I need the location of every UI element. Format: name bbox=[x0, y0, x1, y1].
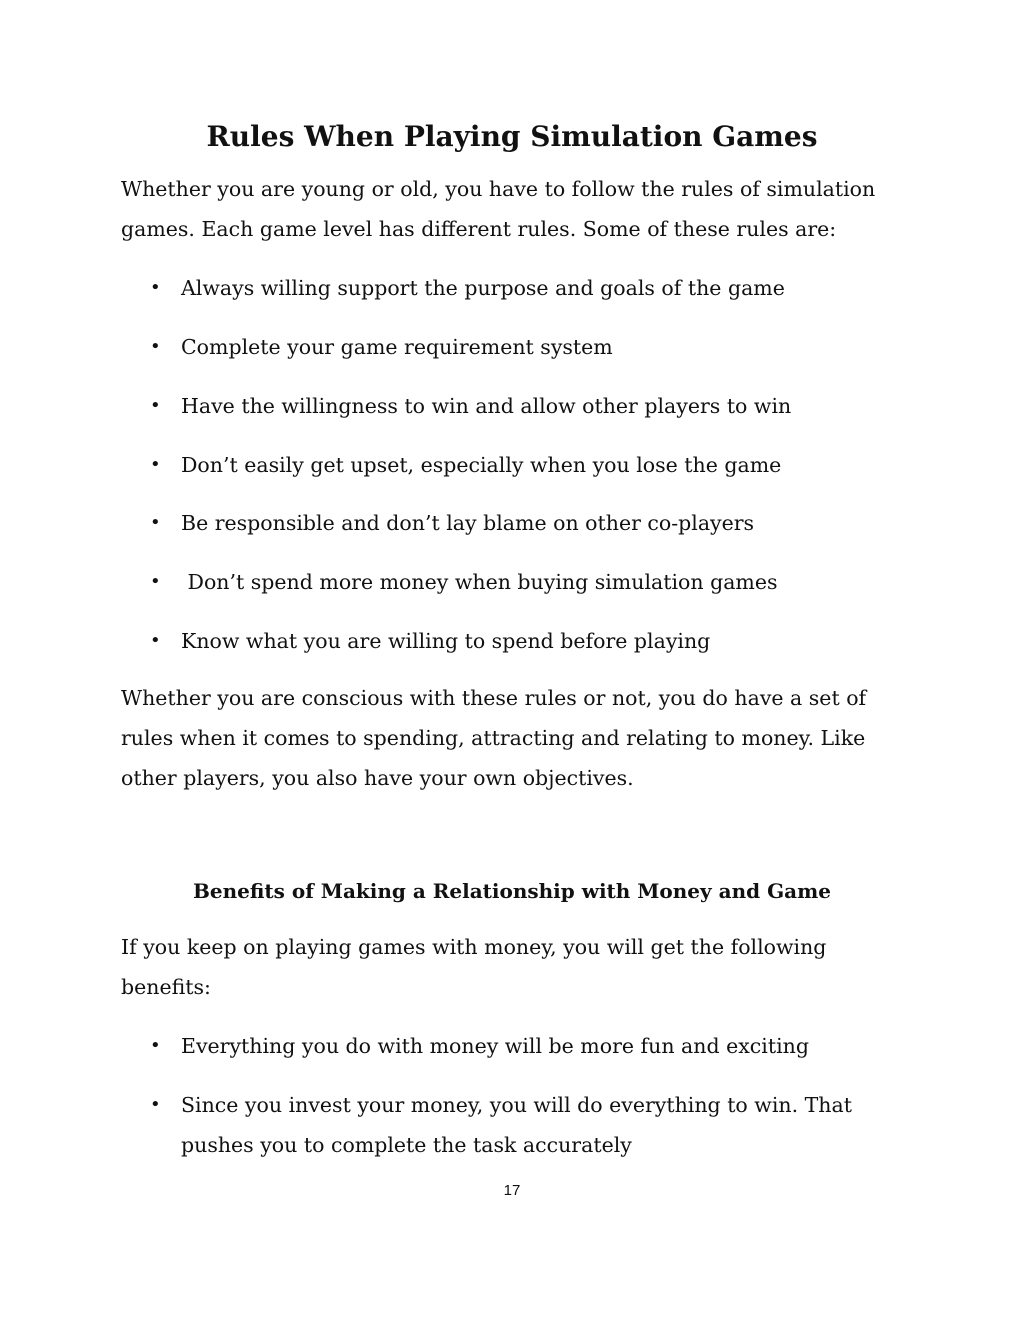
list-item bbox=[150, 1085, 900, 1165]
list-item bbox=[150, 268, 900, 308]
list-item-text: Have the willingness to win and allow other players to win bbox=[181, 394, 792, 418]
list-item-text: Don’t spend more money when buying simulation games bbox=[181, 570, 778, 594]
benefits-intro-paragraph: If you keep on playing games with money, you will get the following benefits: bbox=[121, 935, 827, 999]
bullet-icon: • bbox=[150, 1094, 161, 1115]
page-number: 17 bbox=[503, 1182, 521, 1199]
bullet-icon: • bbox=[150, 277, 161, 298]
bullet-icon: • bbox=[150, 512, 161, 533]
list-item bbox=[150, 503, 900, 543]
list-item bbox=[150, 562, 900, 602]
list-item-text: Know what you are willing to spend before playing bbox=[181, 629, 711, 653]
intro-paragraph: Whether you are young or old, you have to follow the rules of simulation games. Each game level has different rules. Some of these rules are: bbox=[121, 177, 876, 241]
bullet-icon: • bbox=[150, 630, 161, 651]
bullet-icon: • bbox=[150, 395, 161, 416]
list-item-text: Don’t easily get upset, especially when you lose the game bbox=[181, 453, 782, 477]
bullet-icon: • bbox=[150, 1035, 161, 1056]
list-item-text: Everything you do with money will be more fun and exciting bbox=[181, 1034, 809, 1058]
list-item-text: Be responsible and don’t lay blame on other co-players bbox=[181, 511, 755, 535]
list-item bbox=[150, 327, 900, 367]
list-item-text: Always willing support the purpose and goals of the game bbox=[181, 276, 785, 300]
list-item bbox=[150, 386, 900, 426]
page-title: Rules When Playing Simulation Games bbox=[206, 120, 818, 153]
bullet-icon: • bbox=[150, 454, 161, 475]
list-item bbox=[150, 1026, 900, 1066]
list-item bbox=[150, 621, 900, 661]
list-item bbox=[150, 445, 900, 485]
bullet-icon: • bbox=[150, 336, 161, 357]
bullet-icon: • bbox=[150, 571, 161, 592]
section-heading: Benefits of Making a Relationship with Money and Game bbox=[193, 879, 831, 903]
list-item-text: Since you invest your money, you will do everything to win. That pushes you to complete the task accurately bbox=[181, 1093, 852, 1157]
closing-paragraph: Whether you are conscious with these rules or not, you do have a set of rules when it comes to spending, attracting and relating to money. Like other players, you also have your own objectives. bbox=[121, 686, 867, 790]
list-item-text: Complete your game requirement system bbox=[181, 335, 613, 359]
